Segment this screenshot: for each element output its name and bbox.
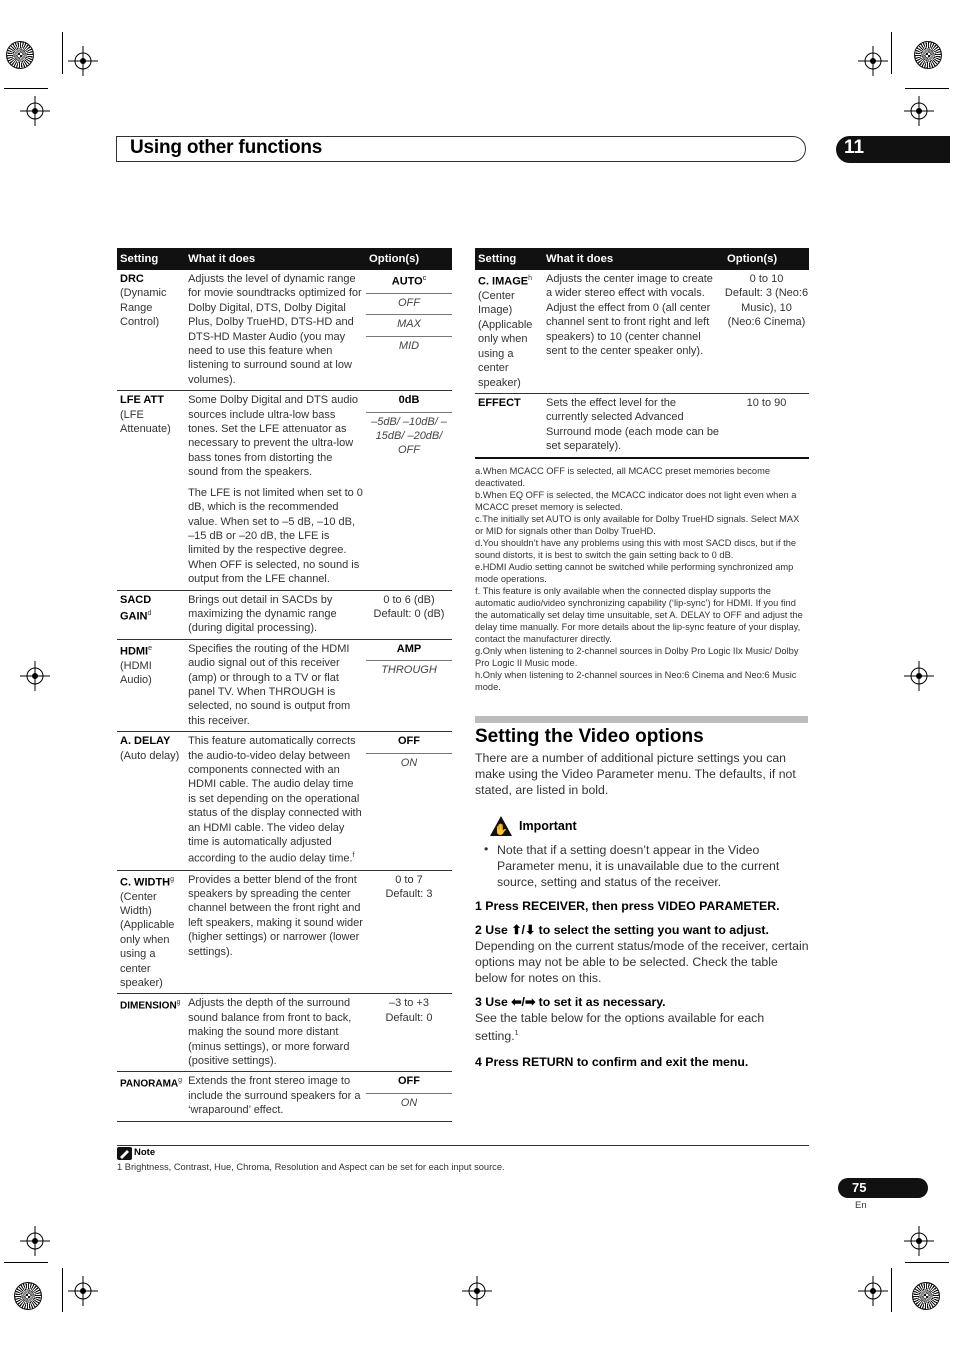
description-cell: [185, 391, 366, 590]
crosshair-icon: [68, 46, 98, 76]
description-cell: [185, 639, 366, 731]
options-cell: [366, 1072, 452, 1121]
option-value: OFF: [366, 294, 452, 315]
footnote-ref: d: [147, 609, 152, 617]
setting-cell: [117, 590, 185, 639]
option-value: –5dB/ –10dB/ –15dB/ –20dB/ OFF: [371, 415, 447, 457]
header-options: Option(s): [724, 248, 809, 270]
footnote: b.When EQ OFF is selected, the MCACC indicator does not light even when a MCACC preset memory is selected.: [475, 490, 797, 512]
setting-name: A. DELAY: [120, 735, 171, 748]
setting-subtitle: (LFE Attenuate): [120, 408, 171, 436]
setting-cell: [117, 639, 185, 731]
table-row: [475, 270, 809, 393]
description-cell: [185, 732, 366, 870]
step-3-desc: See the table below for the options available for each setting.: [475, 1011, 765, 1044]
option-value: 10 to 90: [746, 396, 787, 409]
section-title: Setting the Video options: [475, 726, 704, 747]
crop-mark: [891, 32, 892, 74]
description-text: Sets the effect level for the currently selected Advanced Surround mode (each mode can be set separately).: [546, 396, 720, 453]
section-intro: There are a number of additional picture settings you can make using the Video Parameter menu. The defaults, if not stated, are listed in bold.: [475, 751, 796, 797]
header-what-it-does: What it does: [185, 248, 366, 270]
crosshair-icon: [904, 1226, 934, 1256]
table-row: [117, 391, 452, 590]
description-cell: [185, 590, 366, 639]
options-cell: [724, 393, 809, 457]
option-value: Default: 0: [385, 1011, 433, 1024]
footnote: h.Only when listening to 2-channel sources in Neo:6 Cinema and Neo:6 Music mode.: [475, 670, 797, 692]
important-label: Important: [519, 819, 577, 833]
bullet: •: [484, 842, 489, 856]
description-text: Adjusts the center image to create a wider stereo effect with vocals. Adjust the effect from 0 (all center channel sent to front right and left speakers) to 10 (center channel sent to the center speaker only).: [546, 273, 713, 358]
footnote-ref: 1: [514, 1030, 519, 1037]
option-value: Default: 3 (Neo:6 Music), 10 (Neo:6 Cinema): [724, 287, 809, 329]
footnote: e.HDMI Audio setting cannot be switched while performing synchronized amp mode operations.: [475, 562, 794, 584]
table-row: [117, 270, 452, 391]
table-header-row: [475, 248, 809, 270]
options-cell: [724, 270, 809, 393]
footnote-ref: g: [176, 999, 181, 1007]
chapter-number: 11: [844, 137, 865, 158]
table-row: [475, 393, 809, 457]
option-value: 0 to 6 (dB): [383, 593, 435, 606]
table-header-row: [117, 248, 452, 270]
description-cell: [185, 870, 366, 994]
description-text: Adjusts the level of dynamic range for movie soundtracks optimized for Dolby Digital, DTS, Dolby Digital Plus, Dolby TrueHD, DTS-HD and DTS-HD Master Audio (you may need to use this feature when listening to surround sound at low volumes).: [188, 273, 362, 386]
footnote-ref: f: [352, 852, 355, 860]
option-value: –3 to +3: [388, 997, 430, 1010]
crop-mark: [905, 88, 949, 89]
options-cell: [366, 870, 452, 994]
option-value: Default: 3: [385, 887, 433, 900]
footnote-ref: c: [422, 275, 427, 282]
setting-subtitle: (Center Image) (Applicable only when using a center speaker): [478, 290, 533, 389]
description-text: Extends the front stereo image to include the surround speakers for a ‘wraparound’ effect.: [188, 1075, 361, 1117]
table-row: [117, 590, 452, 639]
crosshair-icon: [20, 96, 50, 126]
surround-settings-table: [475, 248, 809, 459]
option-value: OFF: [366, 1072, 452, 1093]
description-cell: [185, 1072, 366, 1121]
crop-mark: [62, 1268, 63, 1312]
crosshair-icon: [20, 1226, 50, 1256]
setting-cell: [117, 270, 185, 391]
setting-subtitle: (Auto delay): [120, 749, 180, 762]
section-divider: [475, 716, 808, 723]
option-value: 0dB: [366, 391, 452, 412]
options-cell: [366, 590, 452, 639]
table-row: [117, 732, 452, 870]
setting-name: DIMENSION: [120, 1001, 177, 1013]
setting-name: C. WIDTH: [120, 876, 171, 889]
page-number-tab: [838, 1178, 928, 1198]
note-label: Note: [134, 1147, 156, 1158]
description-cell: [185, 270, 366, 391]
description-text: Provides a better blend of the front speakers by spreading the center channel between the front right and left speakers, making it sound wider (higher settings) or narrower (lower settings).: [188, 873, 363, 958]
options-cell: [366, 270, 452, 391]
footnote: f. This feature is only available when the connected display supports the automatic audio/video synchronizing capability (‘lip-sync’) for HDMI. If you find the automatically set delay time unsuitable, set A. DELAY to OFF and adjust the delay time manually. For more details about the lip-sync feature of your display, contact the manufacturer directly.: [475, 586, 803, 644]
footnote-ref: h: [528, 275, 533, 282]
step-4: 4 Press RETURN to confirm and exit the menu.: [475, 1055, 749, 1069]
crosshair-icon: [904, 661, 934, 691]
crosshair-icon: [68, 1276, 98, 1306]
registration-rosette-top-right: [914, 41, 942, 69]
footnote: a.When MCACC OFF is selected, all MCACC preset memories become deactivated.: [475, 466, 770, 488]
setting-name: PANORAMA: [120, 1079, 179, 1091]
option-text: AUTO: [391, 275, 423, 288]
footnote-ref: e: [148, 644, 153, 652]
crosshair-icon: [858, 1276, 888, 1306]
step-3: 3 Use ⬅/➡ to set it as necessary.: [475, 995, 666, 1009]
registration-rosette-bottom-right: [912, 1282, 940, 1310]
crop-mark: [891, 1268, 892, 1312]
setting-subtitle: (Dynamic Range Control): [120, 287, 167, 329]
header-setting: Setting: [117, 248, 185, 270]
description-text: Brings out detail in SACDs by maximizing the dynamic range (during digital processing).: [188, 593, 337, 635]
crosshair-icon: [462, 1276, 492, 1306]
description-cell: [543, 393, 724, 457]
registration-rosette-bottom-left: [14, 1282, 42, 1310]
description-text: Adjusts the depth of the surround sound balance from front to back, making the sound more distant (minus settings), or more forward (positive settings).: [188, 997, 352, 1068]
setting-cell: [475, 393, 543, 457]
footnote-ref: g: [178, 1077, 183, 1085]
setting-cell: [117, 1072, 185, 1121]
description-text: Some Dolby Digital and DTS audio sources include ultra-low bass tones. Set the LFE attenuator as necessary to prevent the ultra-low bass tones from distorting the sound from the speakers.: [188, 394, 359, 479]
setting-subtitle: (HDMI Audio): [120, 659, 152, 687]
options-cell: [366, 391, 452, 590]
footnote: d.You shouldn’t have any problems using this with most SACD discs, but if the sound distorts, it is best to switch the gain setting back to 0 dB.: [475, 538, 797, 560]
option-value: 0 to 7: [395, 873, 423, 886]
crop-mark: [905, 1262, 949, 1263]
setting-cell: [475, 270, 543, 393]
option-value: AMP: [366, 640, 452, 661]
table-row: [117, 994, 452, 1072]
option-value: [366, 270, 452, 294]
crosshair-icon: [20, 661, 50, 691]
options-cell: [366, 994, 452, 1072]
table-row: [117, 870, 452, 994]
description-cell: [185, 994, 366, 1072]
header-setting: Setting: [475, 248, 543, 270]
step-2-text: Depending on the current status/mode of the receiver, certain options may not be able to be selected. Check the table below for notes on this.: [475, 939, 809, 985]
setting-cell: [117, 732, 185, 870]
registration-rosette-top-left: [6, 41, 34, 69]
step-1: 1 Press RECEIVER, then press VIDEO PARAMETER.: [475, 899, 780, 913]
option-value: MID: [398, 339, 420, 352]
setting-name: DRC: [120, 273, 144, 285]
crosshair-icon: [858, 46, 888, 76]
table-row: [117, 639, 452, 731]
crosshair-icon: [904, 96, 934, 126]
setting-name: EFFECT: [478, 396, 521, 409]
option-value: ON: [400, 1096, 418, 1109]
description-text: The LFE is not limited when set to 0 dB, which is the recommended value. When set to –5 dB, –10 dB, –15 dB or –20 dB, the LFE is limited by the respective degree. When OFF is selected, no sound is output from the LFE channel.: [188, 486, 363, 586]
option-value: OFF: [366, 732, 452, 753]
setting-name: LFE ATT: [120, 394, 164, 407]
setting-cell: [117, 994, 185, 1072]
options-cell: [366, 639, 452, 731]
setting-cell: [117, 391, 185, 590]
options-cell: [366, 732, 452, 870]
step-3-text: [475, 1010, 810, 1044]
setting-subtitle: (Center Width) (Applicable only when using a center speaker): [120, 890, 175, 989]
header-options: Option(s): [366, 248, 452, 270]
option-value: Default: 0 (dB): [373, 607, 445, 620]
step-2: 2 Use ⬆/⬇ to select the setting you want to adjust.: [475, 923, 769, 937]
setting-name: C. IMAGE: [478, 275, 529, 288]
important-text: Note that if a setting doesn’t appear in the Video Parameter menu, it is unavailable due to the current source, setting and status of the receiver.: [497, 843, 780, 889]
option-value: MAX: [366, 315, 452, 336]
description-text: This feature automatically corrects the audio-to-video delay between components connected with an HDMI cable. The audio delay time is set depending on the operational status of the display connected with an HDMI cable. The video delay time is automatically adjusted according to the audio delay time.: [188, 735, 362, 866]
page-number: 75: [852, 1180, 867, 1195]
description-cell: [543, 270, 724, 393]
audio-settings-table: [117, 248, 452, 1122]
page-title: Using other functions: [130, 137, 323, 158]
footnote: c.The initially set AUTO is only available for Dolby TrueHD signals. Select MAX or MID for signals other than Dolby TrueHD.: [475, 514, 800, 536]
note-divider: [117, 1145, 809, 1146]
table-footnotes: [475, 465, 810, 693]
option-value: THROUGH: [381, 664, 437, 677]
setting-name: HDMI: [120, 645, 149, 658]
note-icon: [117, 1147, 132, 1160]
page-language: En: [855, 1200, 867, 1211]
crop-mark: [4, 88, 48, 89]
note-text: 1 Brightness, Contrast, Hue, Chroma, Resolution and Aspect can be set for each input source.: [117, 1162, 505, 1172]
crop-mark: [4, 1262, 48, 1263]
setting-cell: [117, 870, 185, 994]
svg-text:✋: ✋: [494, 824, 508, 836]
footnote-ref: g: [170, 875, 175, 883]
header-what-it-does: What it does: [543, 248, 724, 270]
crop-mark: [62, 32, 63, 74]
table-row: [117, 1072, 452, 1121]
footnote: g.Only when listening to 2-channel sources in Dolby Pro Logic IIx Music/ Dolby Pro Logic II Music mode.: [475, 646, 799, 668]
description-text: Specifies the routing of the HDMI audio signal out of this receiver (amp) or through to a TV or flat panel TV. When THROUGH is selected, no sound is output from this receiver.: [188, 642, 351, 727]
setting-name: SACD GAIN: [120, 593, 152, 623]
option-value: ON: [400, 756, 418, 769]
chapter-tab: [836, 136, 950, 163]
option-value: 0 to 10: [749, 273, 784, 285]
warning-icon: [489, 815, 513, 837]
